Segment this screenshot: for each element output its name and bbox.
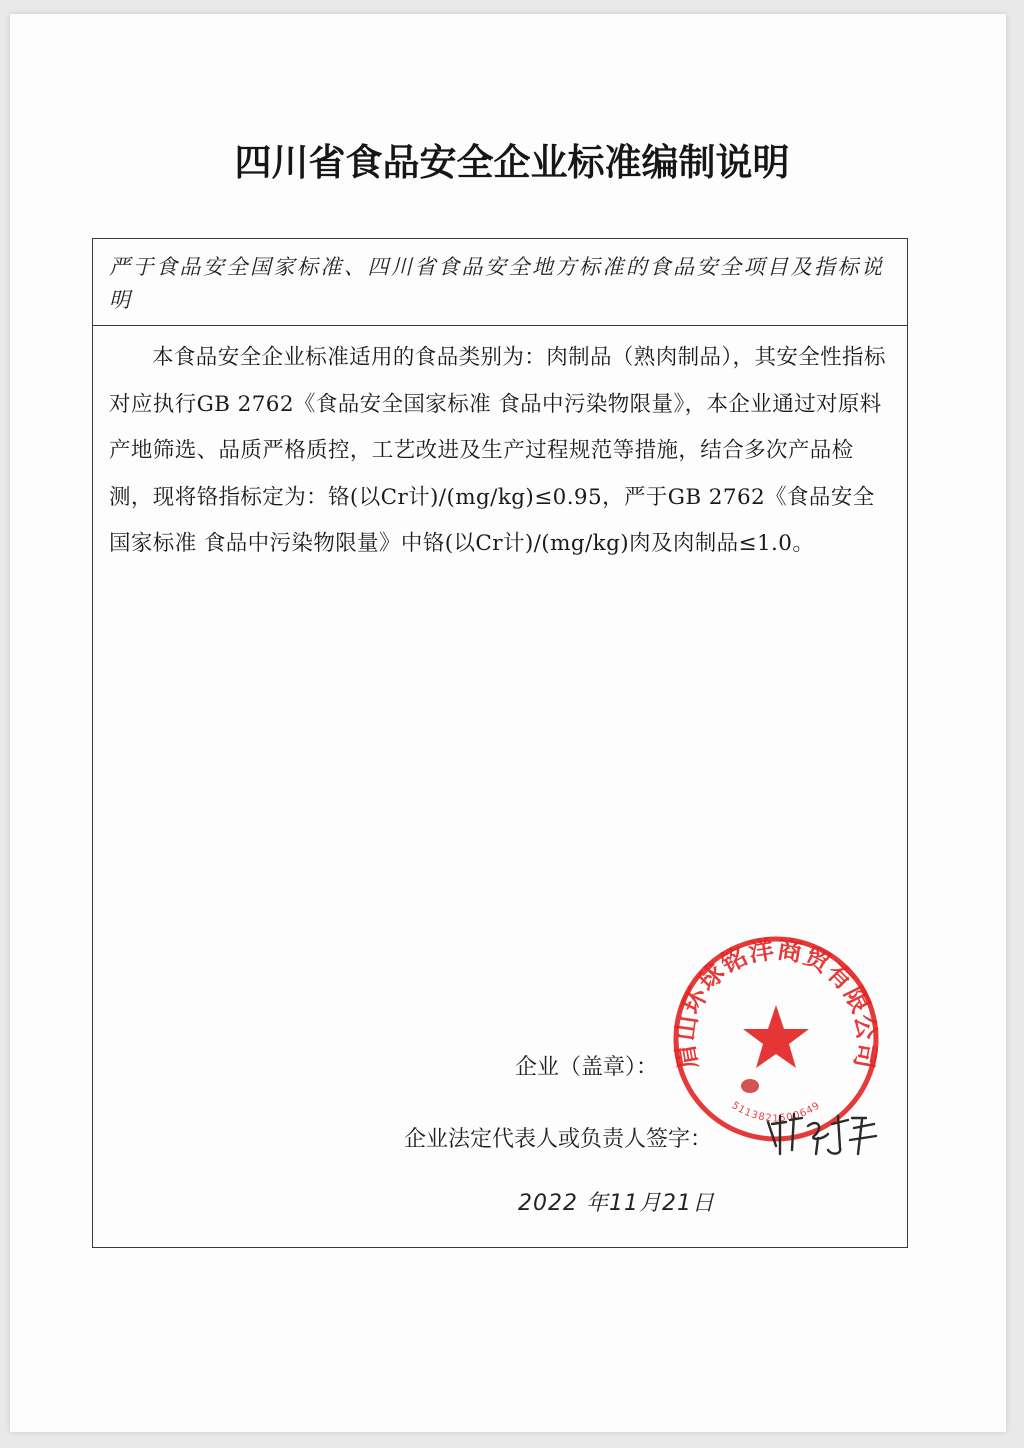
explanation-body: 本食品安全企业标准适用的食品类别为：肉制品（熟肉制品），其安全性指标对应执行GB 2762《食品安全国家标准 食品中污染物限量》，本企业通过对原料产地筛选、品质严格质控，工艺改进及生产过程规范等措施，结合多次产品检测，现将铬指标定为：铬(以Cr计)/(mg/kg)≤0.95，严于GB 2762《食品安全国家标准 食品中污染物限量》中铬(以Cr计)/(mg/kg)肉及肉制品≤1.0。	[109, 345, 886, 556]
handwritten-signature	[762, 1110, 882, 1160]
document-title: 四川省食品安全企业标准编制说明	[234, 141, 790, 184]
company-seal-label: 企业（盖章）：	[515, 1055, 659, 1080]
section-header: 严于食品安全国家标准、四川省食品安全地方标准的食品安全项目及指标说明	[93, 239, 907, 326]
seal-code: 5113821500649	[729, 1100, 823, 1125]
seal-text: 眉山环球铭洋商贸有限公司	[670, 934, 882, 1072]
signatory-label: 企业法定代表人或负责人签字：	[404, 1127, 713, 1152]
signing-date: 2022 年11月21日	[518, 1191, 715, 1216]
star-icon	[743, 1005, 809, 1068]
